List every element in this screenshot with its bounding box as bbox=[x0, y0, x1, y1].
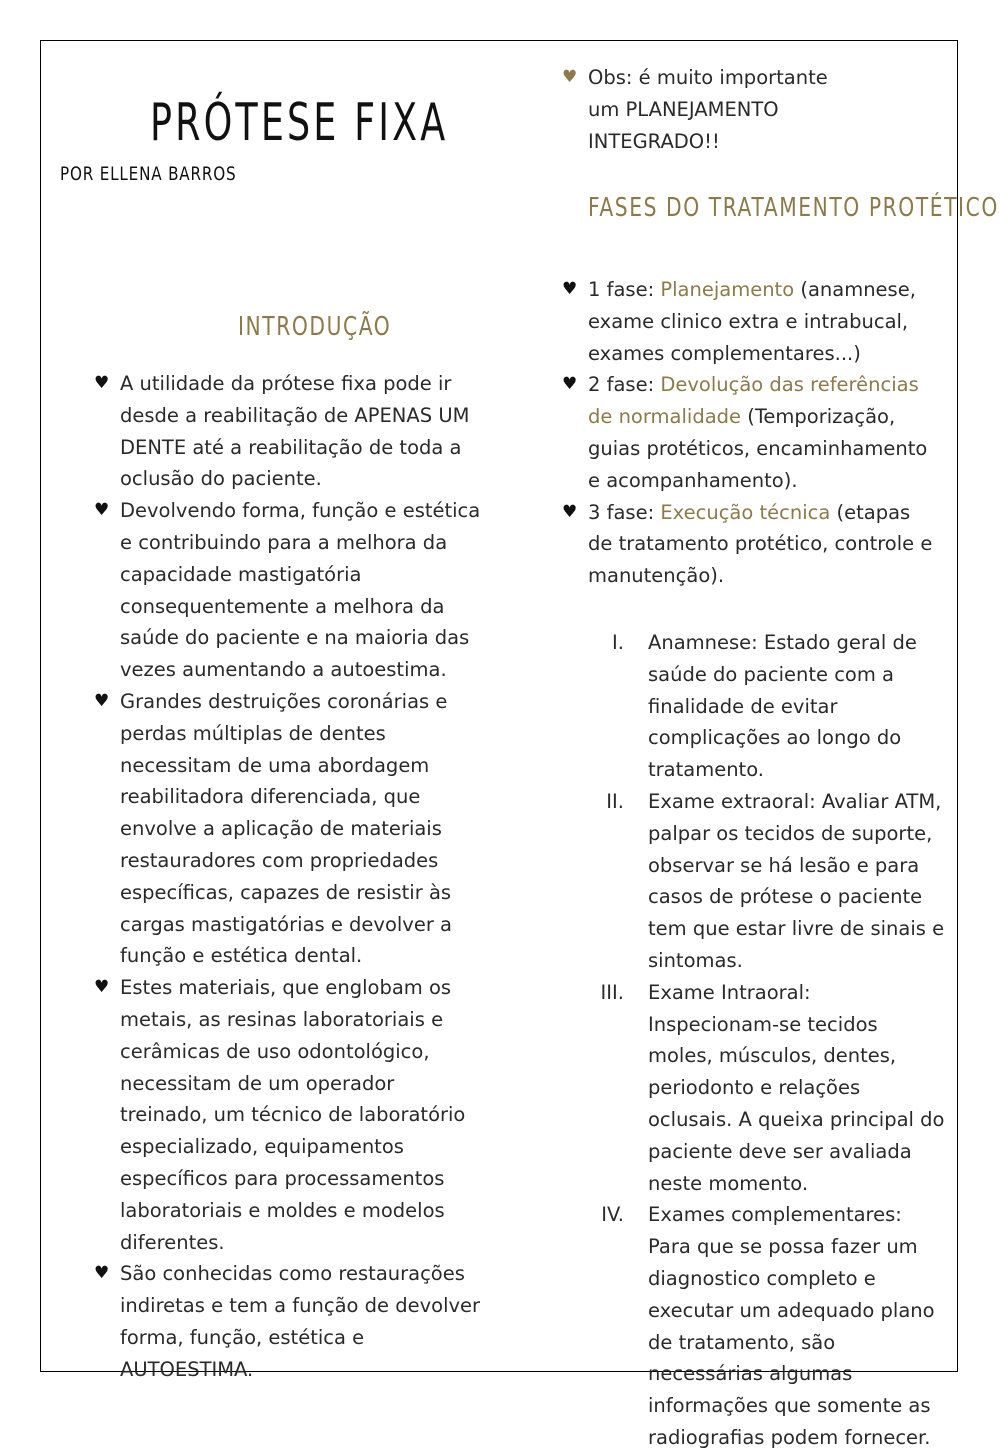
heart-bullet-icon: ♥ bbox=[562, 279, 578, 299]
phase-item: ♥ 1 fase: Planejamento (anamnese, exame clinico extra e intrabucal, exames complementares...) bbox=[562, 274, 934, 369]
step-number: IV. bbox=[601, 1203, 624, 1227]
phase-item: ♥ 3 fase: Execução técnica (etapas de tratamento protético, controle e manutenção). bbox=[562, 497, 934, 592]
author-line: POR ELLENA BARROS bbox=[60, 163, 237, 185]
intro-list bbox=[94, 368, 486, 1386]
page-title: PRÓTESE FIXA bbox=[150, 92, 449, 153]
step-number: III. bbox=[600, 980, 624, 1004]
list-item: ♥ Devolvendo forma, função e estética e contribuindo para a melhora da capacidade mastigatória consequentemente a melhora da saúde do paciente e na maioria das vezes aumentando a autoestima. bbox=[94, 495, 486, 686]
heart-bullet-icon: ♥ bbox=[562, 501, 578, 522]
phase-name: Execução técnica bbox=[660, 500, 831, 524]
list-item: ♥ São conhecidas como restaurações indiretas e tem a função de devolver forma, função, estética e AUTOESTIMA. bbox=[94, 1258, 486, 1385]
step-number: II. bbox=[606, 789, 624, 813]
anamnesis-steps bbox=[596, 627, 946, 1454]
heart-bullet-icon: ♥ bbox=[562, 67, 578, 87]
heart-bullet-icon: ♥ bbox=[94, 1263, 110, 1284]
step-number: I. bbox=[612, 631, 624, 654]
heart-bullet-icon: ♥ bbox=[94, 977, 110, 998]
heart-bullet-icon: ♥ bbox=[94, 500, 110, 521]
step-item: I. Anamnese: Estado geral de saúde do paciente com a finalidade de evitar complicações ao longo do tratamento. bbox=[596, 627, 946, 786]
list-item: ♥ A utilidade da prótese fixa pode ir desde a reabilitação de APENAS UM DENTE até a reabilitação de toda a oclusão do paciente. bbox=[94, 368, 486, 495]
step-item: II. Exame extraoral: Avaliar ATM, palpar os tecidos de suporte, observar se há lesão e para casos de prótese o paciente tem que estar livre de sinais e sintomas. bbox=[596, 786, 946, 977]
list-item: ♥ Estes materiais, que englobam os metais, as resinas laboratoriais e cerâmicas de uso odontológico, necessitam de um operador treinado, um técnico de laboratório especializado, equipamentos específicos para processamentos laboratoriais e moldes e modelos diferentes. bbox=[94, 972, 486, 1258]
heart-bullet-icon: ♥ bbox=[94, 690, 110, 711]
intro-heading: INTRODUÇÃO bbox=[238, 312, 392, 342]
heart-bullet-icon: ♥ bbox=[562, 374, 578, 395]
phase-item: ♥ 2 fase: Devolução das referências de normalidade (Temporização, guias protéticos, encaminhamento e acompanhamento). bbox=[562, 369, 934, 496]
phase-name: Planejamento bbox=[660, 278, 795, 301]
obs-note bbox=[562, 62, 862, 157]
phases-list bbox=[562, 274, 934, 592]
step-item: III. Exame Intraoral: Inspecionam-se tecidos moles, músculos, dentes, periodonto e relações oclusais. A queixa principal do paciente deve ser avaliada neste momento. bbox=[596, 977, 946, 1200]
phase-name: Devolução das referências de normalidade bbox=[588, 373, 919, 429]
phases-heading: FASES DO TRATAMENTO PROTÉTICO bbox=[588, 193, 999, 223]
heart-bullet-icon: ♥ bbox=[94, 373, 110, 393]
obs-item: ♥ Obs: é muito importante um PLANEJAMENTO INTEGRADO!! bbox=[562, 62, 862, 157]
list-item: ♥ Grandes destruições coronárias e perdas múltiplas de dentes necessitam de uma abordagem reabilitadora diferenciada, que envolve a aplicação de materiais restauradores com propriedades específicas, capazes de resistir às cargas mastigatórias e devolver a função e estética dental. bbox=[94, 686, 486, 972]
step-item: IV. Exames complementares: Para que se possa fazer um diagnostico completo e executar um adequado plano de tratamento, são necessárias algumas informações que somente as radiografias podem fornecer. bbox=[596, 1199, 946, 1453]
